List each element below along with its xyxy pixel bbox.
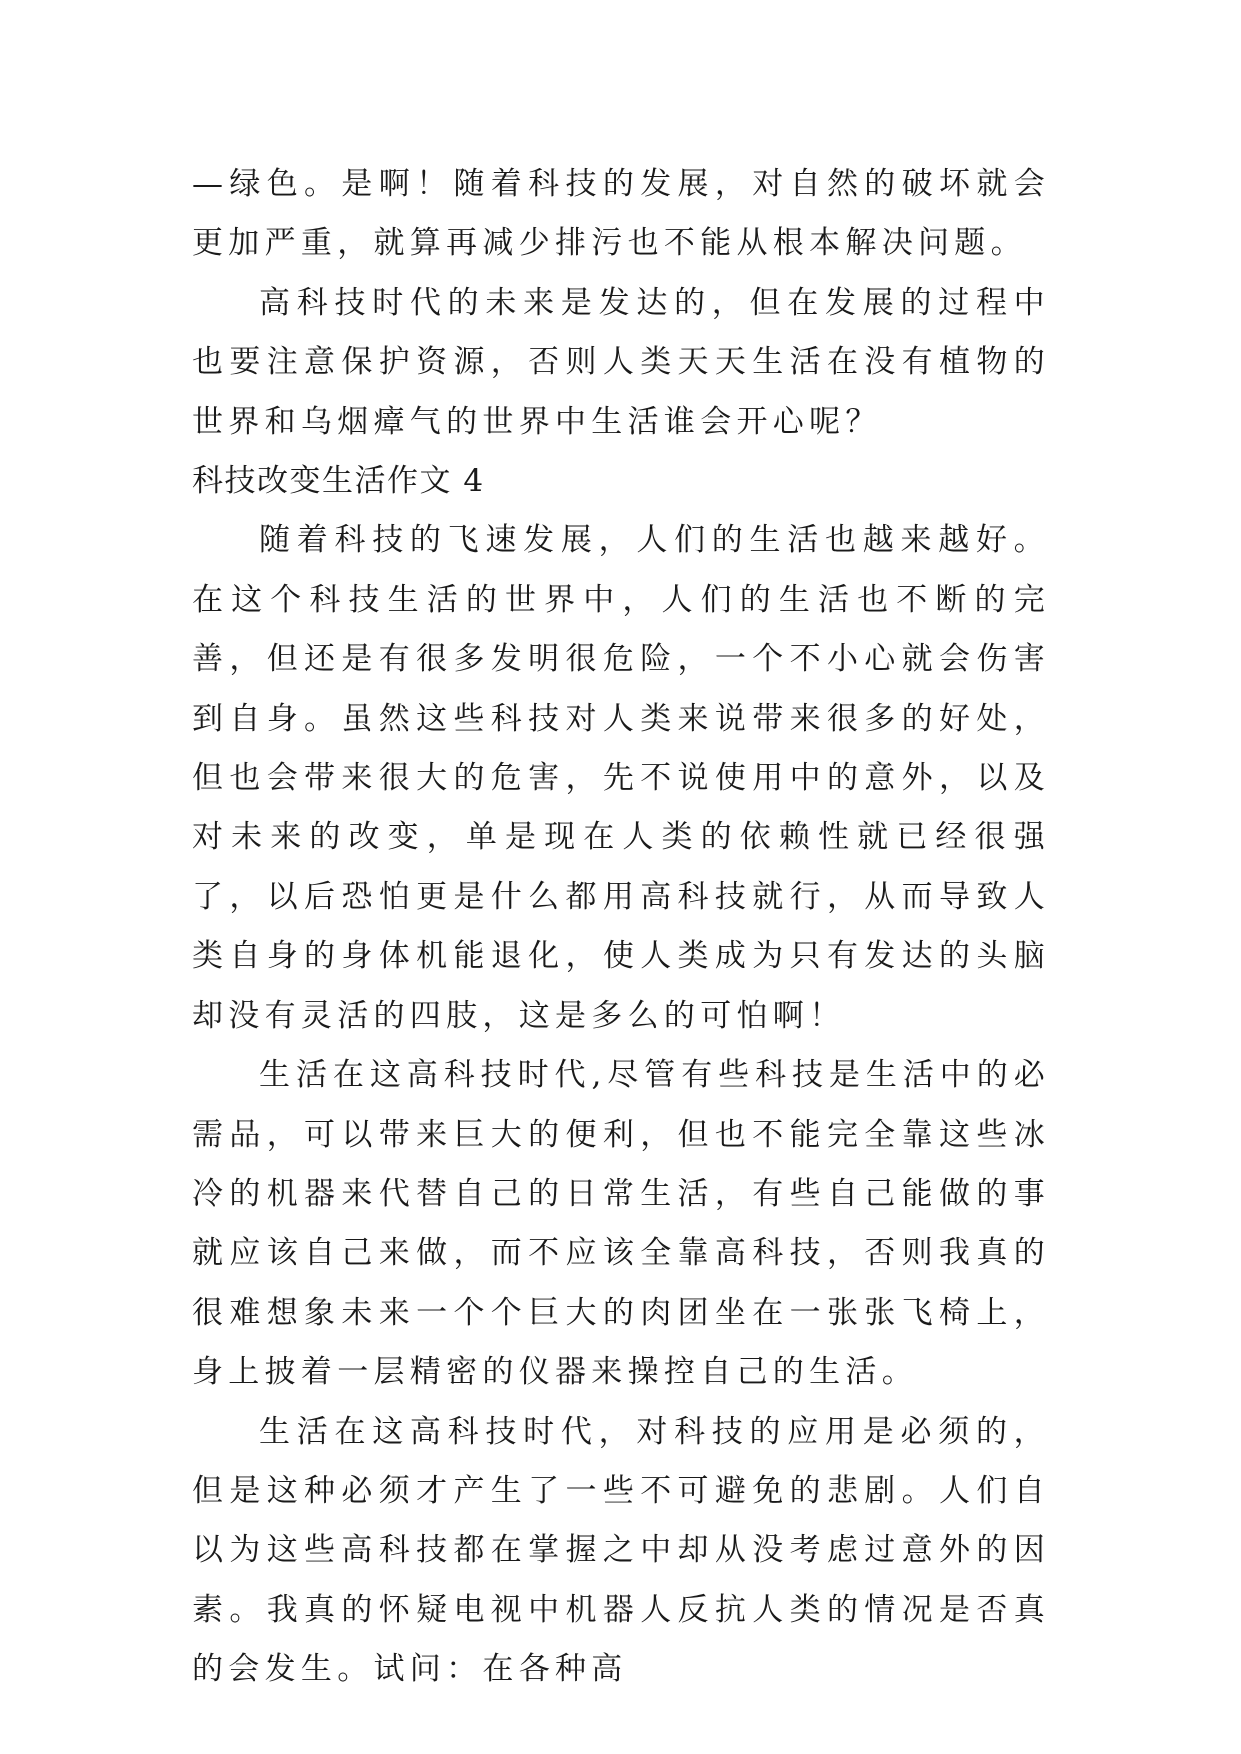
paragraph-intro: 随着科技的飞速发展，人们的生活也越来越好。在这个科技生活的世界中，人们的生活也不断的完善，但还是有很多发明很危险，一个不小心就会伤害到自身。虽然这些科技对人类来说带来很多的好处，但也会带来很大的危害，先不说使用中的意外，以及对未来的改变，单是现在人类的依赖性就已经很强了，以后恐怕更是什么都用高科技就行，从而导致人类自身的身体机能退化，使人类成为只有发达的头脑却没有灵活的四肢，这是多么的可怕啊！ bbox=[192, 522, 1050, 1034]
paragraph-body-2: 生活在这高科技时代，对科技的应用是必须的，但是这种必须才产生了一些不可避免的悲剧。人们自以为这些高科技都在掌握之中却从没考虑过意外的因素。我真的怀疑电视中机器人反抗人类的情况是否真的会发生。试问：在各种高 bbox=[192, 1413, 1050, 1688]
essay-heading: 科技改变生活作文 4 bbox=[192, 463, 485, 500]
paragraph-body-1: 生活在这高科技时代,尽管有些科技是生活中的必需品，可以带来巨大的便利，但也不能完全靠这些冰冷的机器来代替自己的日常生活，有些自己能做的事就应该自己来做，而不应该全靠高科技，否则我真的很难想象未来一个个巨大的肉团坐在一张张飞椅上，身上披着一层精密的仪器来操控自己的生活。 bbox=[192, 1057, 1050, 1391]
paragraph-conclusion: 高科技时代的未来是发达的，但在发展的过程中也要注意保护资源，否则人类天天生活在没有植物的世界和乌烟瘴气的世界中生活谁会开心呢？ bbox=[192, 284, 1050, 440]
paragraph-continuation: —绿色。是啊！随着科技的发展，对自然的破坏就会更加严重，就算再减少排污也不能从根本解决问题。 bbox=[192, 166, 1050, 262]
essay-body bbox=[192, 155, 1050, 1700]
